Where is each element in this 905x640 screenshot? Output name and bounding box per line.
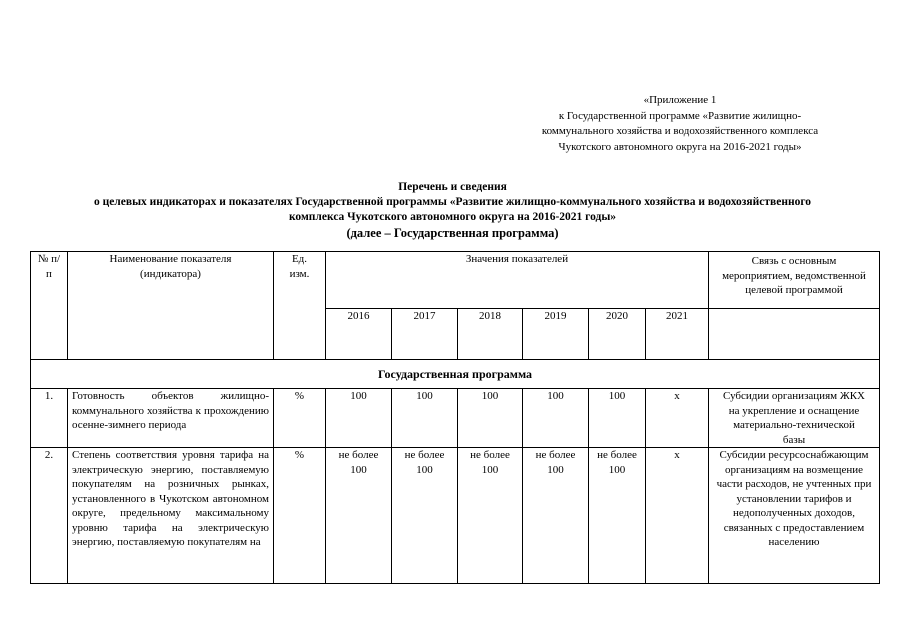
row-value: 100	[458, 389, 523, 448]
row-num: 2.	[31, 448, 68, 584]
header-link-empty	[709, 309, 880, 360]
row-name: Готовность объектов жилищно-коммунального хозяйства к прохождению осенне-зимнего периода	[68, 389, 274, 448]
title-line: комплекса Чукотского автономного округа на 2016-2021 годы»	[288, 211, 617, 223]
row-link: Субсидии ресурсоснабжающим организациям на возмещение части расходов, не учтенных при установлении тарифов и недополученных доходов, связанных с предоставлением населению	[709, 448, 880, 584]
row-value: не более 100	[589, 448, 646, 584]
row-value: не более 100	[392, 448, 458, 584]
row-unit: %	[274, 389, 326, 448]
indicators-table	[30, 251, 880, 584]
row-value: не более 100	[458, 448, 523, 584]
row-link: Субсидии организациям ЖКХ на укрепление и оснащение материально-технической базы	[709, 389, 880, 448]
header-num: № п/п	[31, 252, 68, 360]
table-row	[31, 448, 880, 584]
appendix-line: «Приложение 1	[643, 94, 717, 106]
row-num: 1.	[31, 389, 68, 448]
row-value: 100	[326, 389, 392, 448]
title-line: о целевых индикаторах и показателях Государственной программы «Развитие жилищно-коммунального хозяйства и водохозяйственного	[93, 196, 812, 208]
appendix-line: коммунального хозяйства и водохозяйственного комплекса	[541, 125, 819, 137]
header-link: Связь с основным мероприятием, ведомственной целевой программой	[709, 252, 880, 309]
header-values: Значения показателей	[326, 252, 709, 309]
row-value: 100	[589, 389, 646, 448]
appendix-note	[470, 93, 890, 155]
header-year: 2016	[326, 309, 392, 360]
row-value: 100	[523, 389, 589, 448]
row-value: х	[646, 389, 709, 448]
appendix-line: к Государственной программе «Развитие жилищно-	[558, 109, 802, 122]
row-unit: %	[274, 448, 326, 584]
header-year: 2017	[392, 309, 458, 360]
header-year: 2020	[589, 309, 646, 360]
header-unit: Ед. изм.	[274, 252, 326, 360]
header-year: 2021	[646, 309, 709, 360]
row-name: Степень соответствия уровня тарифа на электрическую энергию, поставляемую покупателям на розничных рынках, установленного в Чукотском автономном округе, предельному максимальному уровню тарифа на электрическую энергию, поставляемую покупателям на	[68, 448, 274, 584]
header-year: 2019	[523, 309, 589, 360]
header-year: 2018	[458, 309, 523, 360]
title-line: (далее – Государственная программа)	[346, 226, 559, 240]
table-row	[31, 389, 880, 448]
title-line: Перечень и сведения	[398, 181, 507, 193]
row-value: 100	[392, 389, 458, 448]
appendix-line: Чукотского автономного округа на 2016-2021 годы»	[558, 140, 802, 153]
document-title	[0, 180, 905, 241]
header-name: Наименование показателя (индикатора)	[68, 252, 274, 360]
row-value: не более 100	[523, 448, 589, 584]
row-value: не более 100	[326, 448, 392, 584]
section-title: Государственная программа	[31, 360, 880, 389]
row-value: х	[646, 448, 709, 584]
